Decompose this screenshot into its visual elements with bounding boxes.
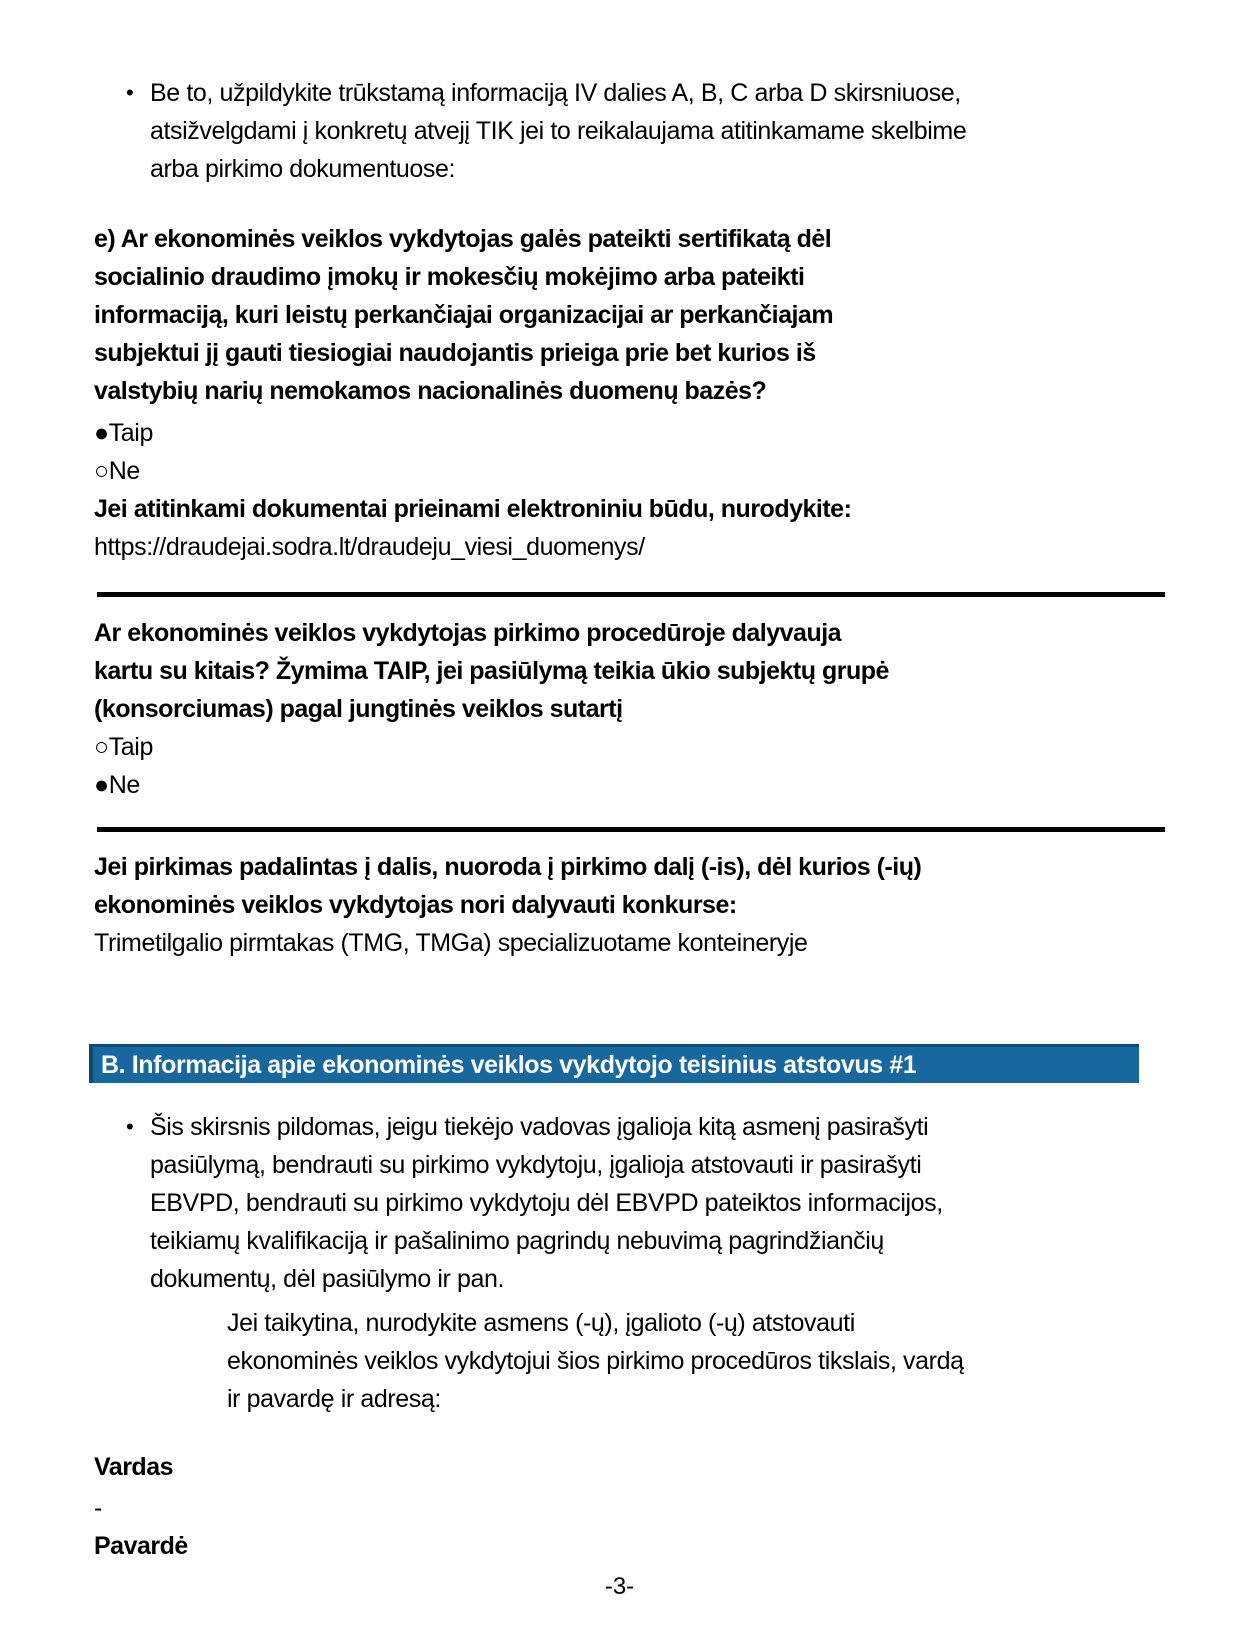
surname-label: Pavardė [94, 1532, 188, 1560]
horizontal-rule [97, 827, 1165, 832]
horizontal-rule [97, 592, 1165, 597]
text-line: atsižvelgdami į konkretų atvejį TIK jei to reikalaujama atitinkamame skelbime [150, 117, 967, 145]
text-line: informaciją, kuri leistų perkančiajai organizacijai ar perkančiajam [94, 301, 834, 329]
radio-option-ne[interactable] [94, 452, 1145, 490]
text-line: valstybių narių nemokamos nacionalinės duomenų bazės? [94, 377, 767, 405]
question-e-text [94, 220, 1145, 410]
radio-unselected-icon: ○ [94, 457, 109, 485]
text-line: subjektui jį gauti tiesiogiai naudojantis prieiga prie bet kurios iš [94, 339, 816, 367]
text-line: ekonominės veiklos vykdytojui šios pirkimo procedūros tikslais, vardą [227, 1347, 964, 1375]
text-line: kartu su kitais? Žymima TAIP, jei pasiūlymą teikia ūkio subjektų grupė [94, 657, 889, 685]
text-line: Jei pirkimas padalintas į dalis, nuoroda į pirkimo dalį (-is), dėl kurios (-ių) [94, 853, 922, 881]
text-line: Jei taikytina, nurodykite asmens (-ų), įgalioto (-ų) atstovauti [227, 1309, 855, 1337]
section-b-title: B. Informacija apie ekonominės veiklos vykdytojo teisinius atstovus #1 [101, 1050, 917, 1079]
text-line: ir pavardę ir adresą: [227, 1385, 441, 1413]
section-b-note [227, 1304, 1145, 1418]
question-lots-answer: Trimetilgalio pirmtakas (TMG, TMGa) specializuotame konteineryje [94, 929, 808, 957]
text-line: (konsorciumas) pagal jungtinės veiklos sutartį [94, 695, 623, 723]
text-line: Be to, užpildykite trūkstamą informaciją IV dalies A, B, C arba D skirsniuose, [150, 79, 961, 107]
docs-url: https://draudejai.sodra.lt/draudeju_viesi_duomenys/ [94, 533, 645, 561]
section-b-bullet-text [150, 1108, 943, 1298]
radio-selected-icon: ● [94, 419, 109, 447]
bullet-icon: • [126, 1114, 134, 1139]
radio-selected-icon: ● [94, 771, 109, 799]
text-line: pasiūlymą, bendrauti su pirkimo vykdytoju, įgalioja atstovauti ir pasirašyti [150, 1151, 922, 1179]
text-line: socialinio draudimo įmokų ir mokesčių mokėjimo arba pateikti [94, 263, 805, 291]
text-line: arba pirkimo dokumentuose: [150, 155, 456, 183]
intro-bullet [94, 74, 1145, 188]
text-line: Šis skirsnis pildomas, jeigu tiekėjo vadovas įgalioja kitą asmenį pasirašyti [150, 1113, 929, 1141]
bullet-icon: • [126, 80, 134, 105]
text-line: EBVPD, bendrauti su pirkimo vykdytoju dėl EBVPD pateiktos informacijos, [150, 1189, 943, 1217]
text-line: dokumentų, dėl pasiūlymo ir pan. [150, 1265, 505, 1293]
text-line: teikiamų kvalifikaciją ir pašalinimo pagrindų nebuvimą pagrindžiančių [150, 1227, 884, 1255]
section-b-header [89, 1044, 1139, 1083]
radio-label: Ne [108, 771, 140, 799]
docs-available-label: Jei atitinkami dokumentai prieinami elektroniniu būdu, nurodykite: [94, 495, 852, 523]
text-line: e) Ar ekonominės veiklos vykdytojas galės pateikti sertifikatą dėl [94, 225, 832, 253]
radio-label: Taip [108, 733, 153, 761]
first-name-label: Vardas [94, 1453, 174, 1481]
question-lots-text [94, 848, 1145, 924]
radio-option-taip[interactable] [94, 414, 1145, 452]
text-line: ekonominės veiklos vykdytojas nori dalyvauti konkurse: [94, 891, 737, 919]
first-name-value: - [94, 1494, 102, 1522]
radio-unselected-icon: ○ [94, 733, 109, 761]
text-line: Ar ekonominės veiklos vykdytojas pirkimo procedūroje dalyvauja [94, 619, 842, 647]
section-b-bullet [94, 1108, 1145, 1298]
radio-option-ne[interactable] [94, 766, 1145, 804]
radio-label: Taip [108, 419, 153, 447]
page-number: -3- [604, 1573, 635, 1600]
radio-option-taip[interactable] [94, 728, 1145, 766]
intro-bullet-text [150, 74, 966, 188]
question-joint-text [94, 614, 1145, 728]
radio-label: Ne [108, 457, 140, 485]
